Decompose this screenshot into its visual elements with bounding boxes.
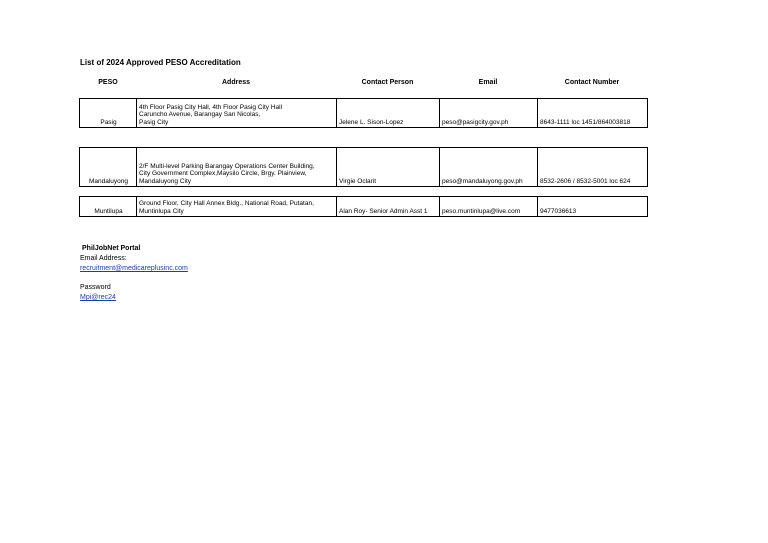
portal-email-link[interactable]: recruitment@medicareplusinc.com: [80, 265, 188, 272]
document-title: List of 2024 Approved PESO Accreditation: [80, 58, 241, 67]
cell-email: [439, 99, 537, 127]
cell-peso: [80, 197, 136, 216]
header-contact-number: Contact Number: [564, 79, 620, 86]
address-line: Muntinlupa City: [139, 207, 184, 215]
email-value: peso.muntinlupa@live.com: [442, 207, 521, 215]
contact-number: 8643-1111 loc 1451/864003818: [540, 118, 631, 126]
cell-address: [136, 148, 336, 186]
peso-name: Muntilupa: [94, 207, 123, 215]
address-line: Ground Floor, City Hall Annex Bldg., National Road, Putatan,: [139, 200, 314, 207]
header-email: Email: [478, 79, 498, 86]
header-peso: PESO: [98, 79, 118, 86]
cell-contact-number: [537, 99, 647, 127]
address-line: City Government Complex,Maysilo Circle, Brgy. Plainview,: [139, 170, 307, 177]
peso-name: Mandaluyong: [88, 177, 129, 185]
email-value: peso@mandaluyong.gov.ph: [442, 177, 523, 185]
contact-person: Alan Roy- Senior Admin Asst 1: [339, 207, 428, 215]
portal-title: PhilJobNet Portal: [82, 245, 141, 252]
email-label: Email Address:: [80, 255, 127, 262]
password-label: Password: [80, 284, 111, 291]
header-contact-person: Contact Person: [361, 79, 414, 86]
address-line: Caruncho Avenue, Barangay San Nicolas,: [139, 111, 261, 118]
contact-number: 9477036613: [540, 207, 577, 215]
contact-person: Virgie Oclarit: [339, 177, 377, 185]
address-line: 2/F Multi-level Parking Barangay Operations Center Building,: [139, 162, 315, 170]
contact-number: 8532-2606 / 8532-5001 loc 624: [540, 177, 631, 185]
header-address: Address: [221, 79, 250, 86]
address-line: Pasig City: [139, 118, 169, 126]
cell-email: [439, 148, 537, 186]
portal-password-link[interactable]: Mpi@rec24: [80, 294, 116, 301]
address-line: 4th Floor Pasig City Hall, 4th Floor Pasig City Hall: [139, 103, 283, 111]
cell-address: [136, 197, 336, 216]
contact-person: Jelene L. Sison-Lopez: [339, 118, 404, 126]
cell-peso: [80, 99, 136, 127]
email-value: peso@pasigcity.gov.ph: [442, 118, 509, 126]
cell-address: [136, 99, 336, 127]
cell-contact-person: [336, 99, 439, 127]
table-row: [79, 98, 648, 128]
table-row: [79, 147, 648, 187]
peso-name: Pasig: [100, 118, 117, 126]
cell-contact-number: [537, 197, 647, 216]
cell-contact-person: [336, 197, 439, 216]
cell-contact-number: [537, 148, 647, 186]
portal-credentials: [80, 244, 188, 303]
cell-peso: [80, 148, 136, 186]
table-row: [79, 196, 648, 217]
address-line: Mandaluyong City: [139, 177, 192, 185]
cell-email: [439, 197, 537, 216]
cell-contact-person: [336, 148, 439, 186]
